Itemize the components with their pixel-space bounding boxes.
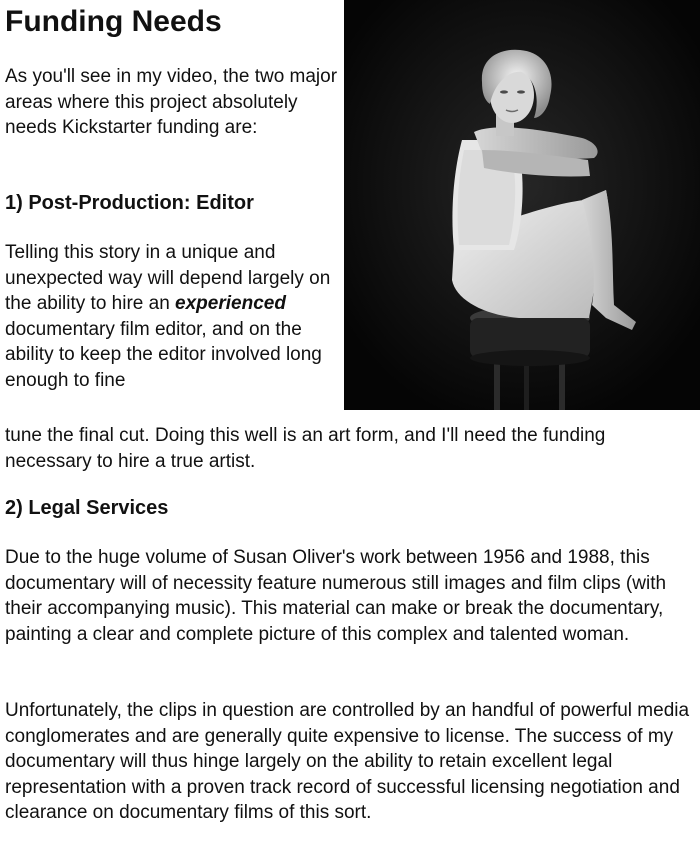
section-heading-editor: 1) Post-Production: Editor (5, 192, 254, 214)
editor-emphasis: experienced (175, 293, 286, 314)
portrait-photo (344, 0, 700, 410)
legal-paragraph-2: Unfortunately, the clips in question are controlled by an handful of powerful media conglomerates and are generally quite expensive to license. The success of my documentary will thus hinge largely on the ability to retain excellent legal representation with a proven track record of successful licensing negotiation and clearance on documentary films of this sort. (5, 700, 690, 823)
legal-paragraph-1: Due to the huge volume of Susan Oliver's work between 1956 and 1988, this documentary will of necessity feature numerous still images and film clips (with their accompanying music). This material can make or break the documentary, painting a clear and complete picture of this complex and talented woman. (5, 547, 667, 645)
editor-paragraph-continued: tune the final cut. Doing this well is an art form, and I'll need the funding necessary to hire a true artist. (5, 425, 606, 472)
section-heading-legal: 2) Legal Services (5, 497, 169, 519)
editor-paragraph (5, 240, 340, 393)
editor-text-after: documentary film editor, and on the ability to keep the editor involved long enough to fine (5, 318, 322, 391)
page-title: Funding Needs (5, 5, 222, 38)
intro-paragraph: As you'll see in my video, the two major areas where this project absolutely needs Kickstarter funding are: (5, 66, 338, 138)
editor-text-before: Telling this story in a unique and unexpected way will depend largely on the ability to hire an (5, 242, 331, 314)
